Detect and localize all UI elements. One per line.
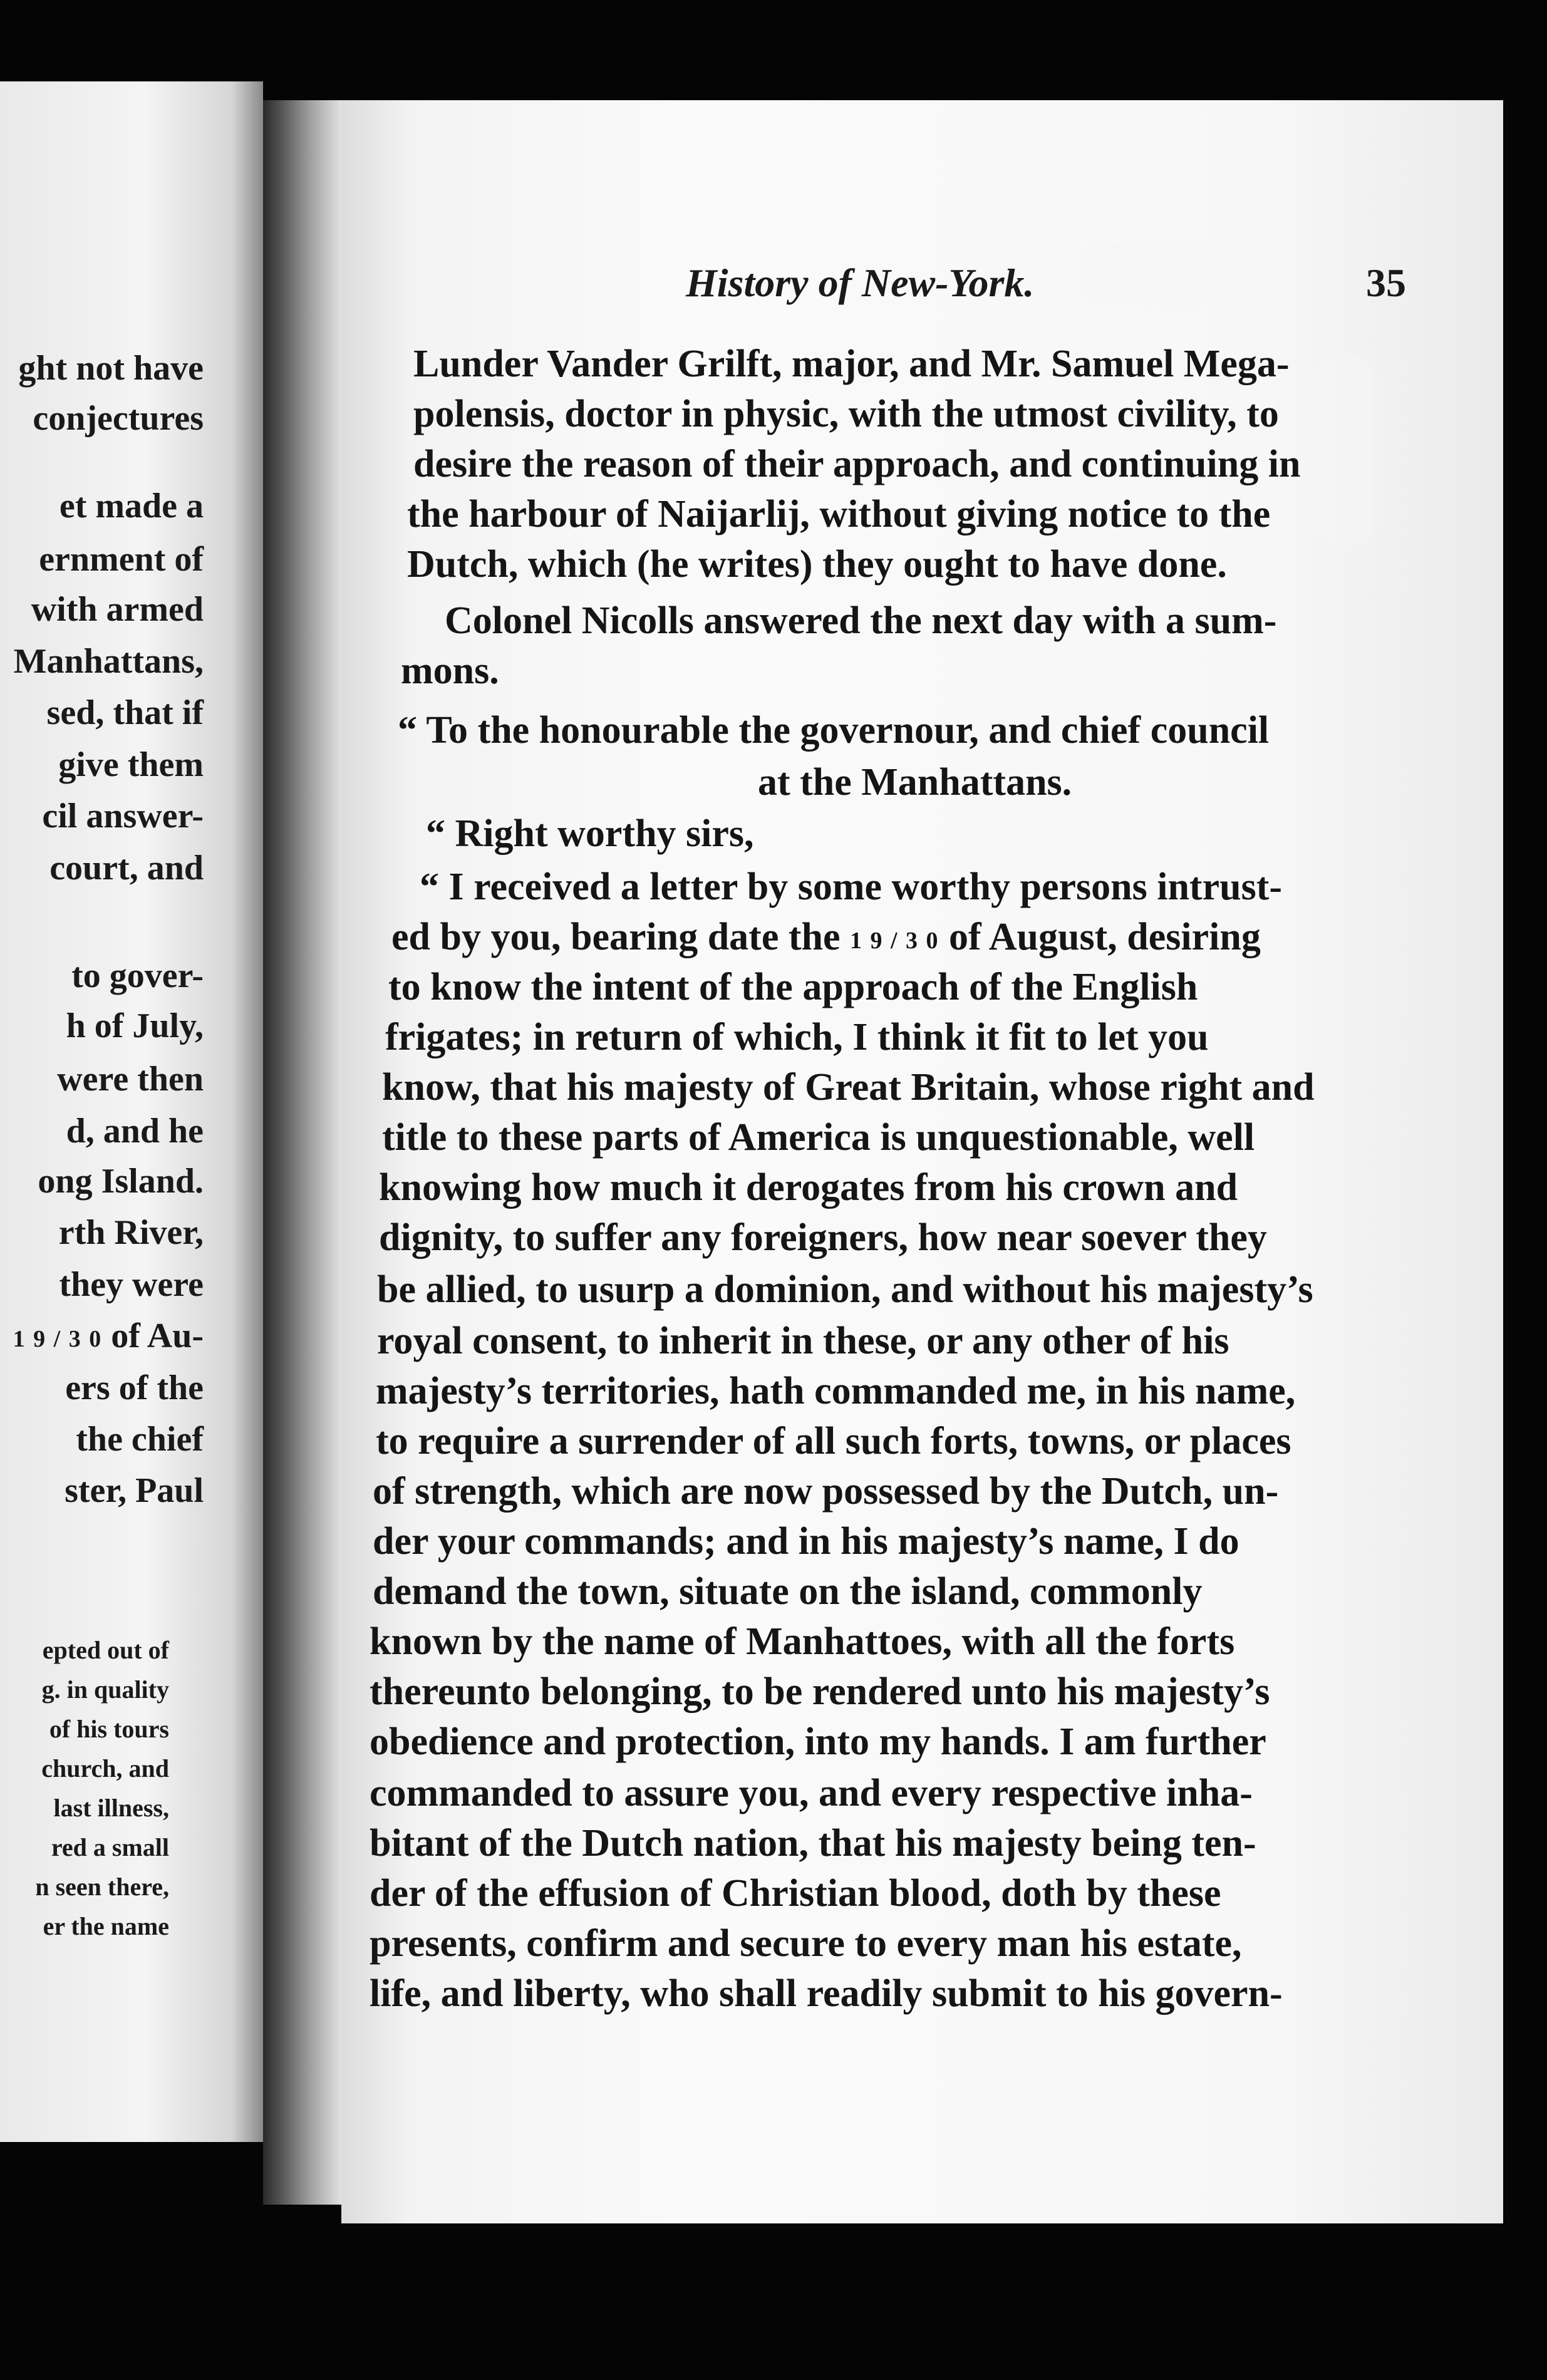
- text-line: dignity, to suffer any foreigners, how near soever they: [379, 1216, 1267, 1259]
- left-line: ernment of: [39, 540, 204, 579]
- left-footnote-line: last illness,: [53, 1794, 169, 1822]
- left-line: the chief: [76, 1420, 204, 1459]
- text-fragment: of August, desiring: [949, 916, 1261, 958]
- right-page: [341, 100, 1503, 2223]
- text-line: of strength, which are now possessed by the Dutch, un-: [373, 1470, 1279, 1513]
- text-line: frigates; in return of which, I think it fit to let you: [385, 1016, 1209, 1058]
- left-footnote-line: red a small: [51, 1833, 169, 1861]
- left-line: ght not have: [18, 349, 204, 388]
- left-line: sed, that if: [46, 693, 204, 732]
- text-line: Dutch, which (he writes) they ought to have done.: [407, 543, 1227, 586]
- left-line: ers of the: [65, 1368, 204, 1407]
- text-line: royal consent, to inherit in these, or any other of his: [377, 1320, 1229, 1362]
- text-line: [391, 918, 1412, 956]
- text-line: mons.: [401, 649, 499, 692]
- left-line: Manhattans,: [13, 642, 204, 681]
- left-line: rth River,: [58, 1213, 204, 1252]
- text-line: thereunto belonging, to be rendered unto his majesty’s: [370, 1670, 1270, 1713]
- left-line: were then: [57, 1060, 204, 1099]
- left-footnote-line: n seen there,: [35, 1873, 169, 1901]
- text-line: Lunder Vander Grilft, major, and Mr. Samuel Mega-: [413, 343, 1290, 385]
- text-line: majesty’s territories, hath commanded me, in his name,: [376, 1370, 1296, 1412]
- left-page-fragment: [0, 81, 263, 2142]
- text-line: title to these parts of America is unquestionable, well: [382, 1116, 1255, 1159]
- left-line: et made a: [59, 487, 204, 525]
- header-title: History of New-York.: [686, 261, 1035, 305]
- text-fragment: ed by you, bearing date the: [391, 916, 841, 958]
- left-line: h of July,: [66, 1006, 204, 1045]
- text-line: Colonel Nicolls answered the next day with a sum-: [445, 599, 1277, 642]
- left-footnote-line: er the name: [43, 1912, 169, 1940]
- text-line: the harbour of Naijarlij, without giving notice to the: [407, 493, 1271, 536]
- left-line: with armed: [31, 590, 204, 629]
- left-footnote-line: of his tours: [49, 1715, 169, 1743]
- text-line: to require a surrender of all such forts, towns, or places: [376, 1420, 1291, 1462]
- left-line: cil answer-: [42, 797, 204, 836]
- text-line: demand the town, situate on the island, commonly: [373, 1570, 1203, 1613]
- left-footnote-line: g. in quality: [41, 1675, 169, 1704]
- page-number: 35: [1366, 261, 1406, 305]
- text-line: at the Manhattans.: [758, 761, 1072, 804]
- text-line: known by the name of Manhattoes, with all the forts: [370, 1620, 1235, 1663]
- book-gutter: [263, 100, 344, 2205]
- left-line: conjectures: [33, 399, 204, 438]
- left-line: to gover-: [71, 956, 204, 995]
- fraction: 1 9 / 3 0: [13, 1326, 103, 1353]
- left-line: give them: [58, 745, 204, 784]
- left-line: ong Island.: [38, 1162, 204, 1201]
- text-line: desire the reason of their approach, and continuing in: [413, 443, 1301, 485]
- faded-scan-area: [1318, 357, 1375, 545]
- text-line: “ I received a letter by some worthy persons intrust-: [420, 866, 1282, 908]
- text-line: presents, confirm and secure to every man his estate,: [370, 1922, 1242, 1965]
- text-line: bitant of the Dutch nation, that his majesty being ten-: [370, 1822, 1256, 1865]
- fraction: 1 9 / 3 0: [849, 927, 939, 954]
- text-line: “ To the honourable the governour, and chief council: [398, 709, 1270, 752]
- text-line: knowing how much it derogates from his crown and: [379, 1166, 1238, 1209]
- text-line: obedience and protection, into my hands. I am further: [370, 1720, 1266, 1763]
- text-line: know, that his majesty of Great Britain, whose right and: [382, 1066, 1315, 1109]
- left-line: [13, 1318, 204, 1353]
- left-line-text: of Au-: [111, 1317, 204, 1355]
- text-line: be allied, to usurp a dominion, and without his majesty’s: [377, 1268, 1313, 1311]
- text-line: der of the effusion of Christian blood, doth by these: [370, 1872, 1221, 1915]
- text-line: polensis, doctor in physic, with the utmost civility, to: [413, 393, 1279, 435]
- text-line: commanded to assure you, and every respective inha-: [370, 1772, 1253, 1814]
- left-line: ster, Paul: [65, 1471, 204, 1510]
- text-line: to know the intent of the approach of the English: [388, 966, 1198, 1008]
- left-line: they were: [59, 1265, 204, 1304]
- text-line: life, and liberty, who shall readily submit to his govern-: [370, 1972, 1283, 2015]
- left-line: d, and he: [66, 1112, 204, 1151]
- body-text: [370, 100, 1390, 2223]
- left-footnote-line: church, and: [41, 1754, 169, 1782]
- left-line: court, and: [49, 849, 204, 887]
- text-line: der your commands; and in his majesty’s name, I do: [373, 1520, 1239, 1563]
- faded-scan-area: [1080, 244, 1206, 301]
- left-footnote-line: epted out of: [42, 1636, 169, 1664]
- text-line: “ Right worthy sirs,: [426, 812, 754, 855]
